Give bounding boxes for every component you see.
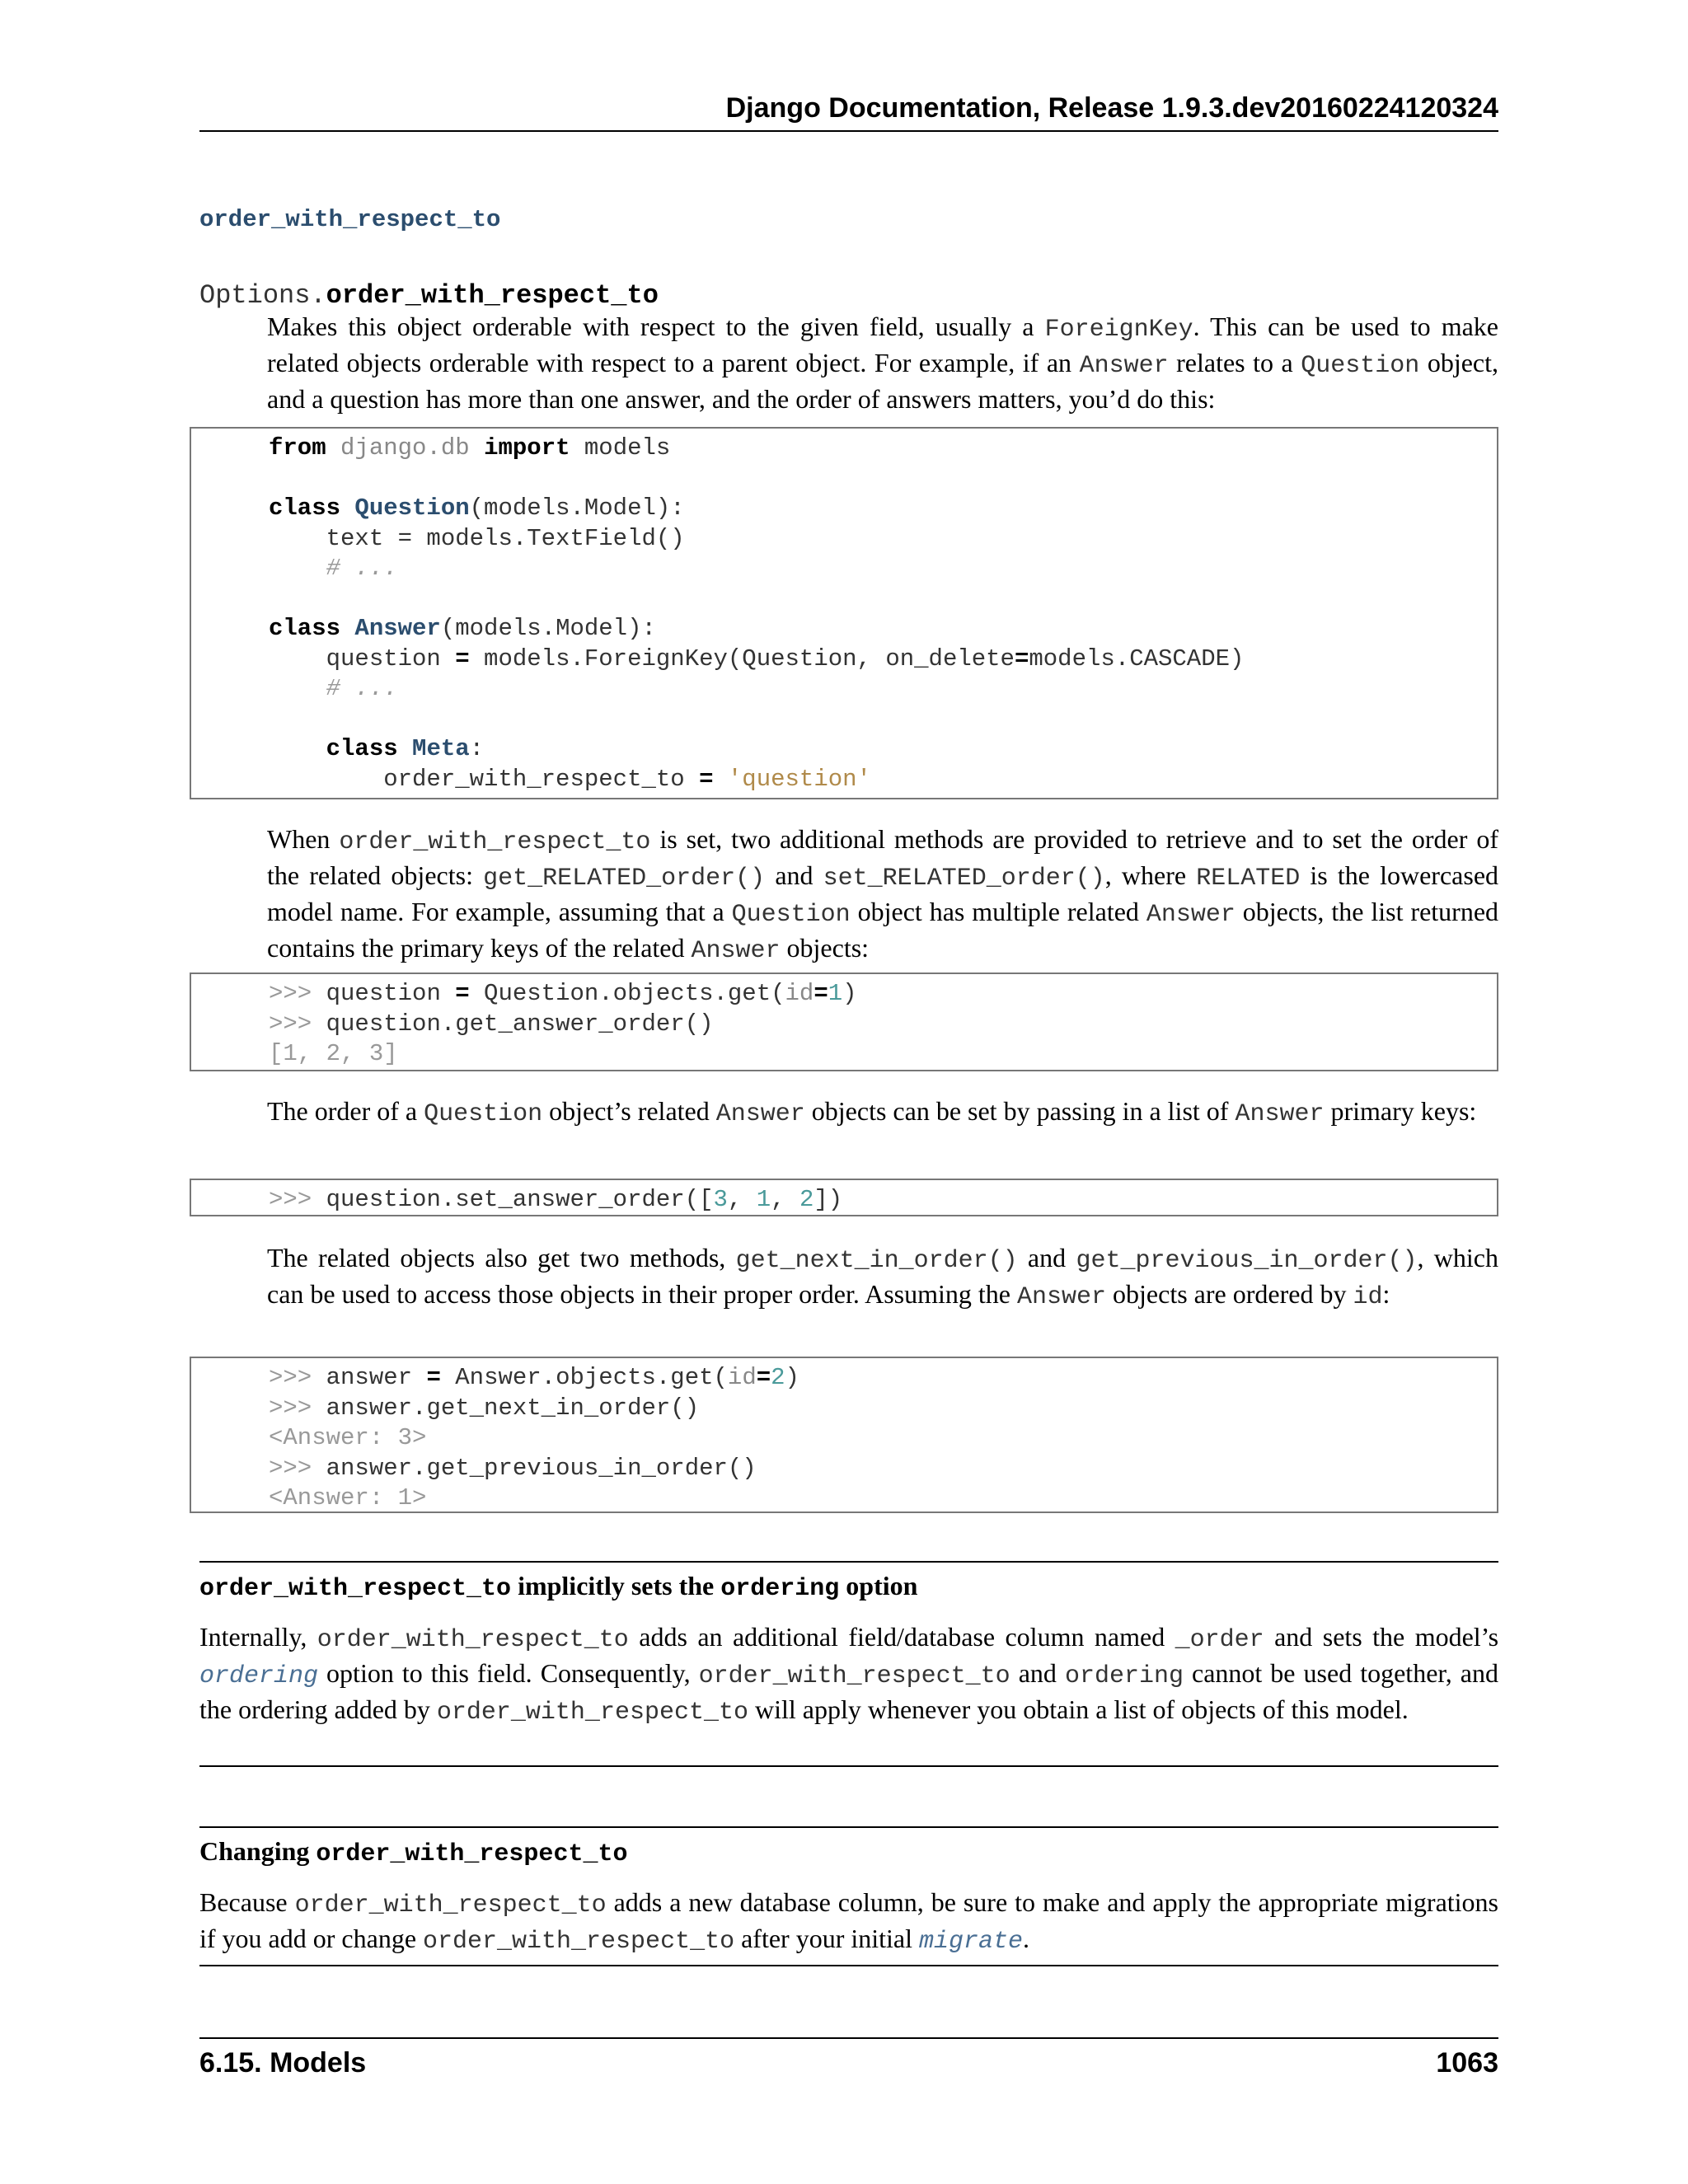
header-title: Django Documentation, Release 1.9.3.dev20160224120324 [725, 92, 1498, 124]
page-number: 1063 [1436, 2047, 1498, 2079]
code-text: : [469, 735, 485, 762]
inline-code: Answer [1146, 901, 1236, 929]
keyword-arg: id [785, 980, 814, 1007]
ordering-link[interactable]: ordering [199, 1662, 319, 1690]
text: Makes this object orderable with respect to the given field, usually a [267, 312, 1045, 341]
operator: = [455, 980, 470, 1007]
inline-code: Answer [1079, 352, 1169, 380]
prompt: >>> [269, 1454, 312, 1482]
inline-code: get_next_in_order() [735, 1247, 1018, 1275]
methods-paragraph [267, 823, 1498, 968]
note-top-rule [199, 1561, 1498, 1563]
text: The related objects also get two methods, [267, 1243, 736, 1272]
note-body [199, 1620, 1498, 1729]
inline-code: get_previous_in_order() [1076, 1247, 1418, 1275]
text: : [1382, 1279, 1390, 1309]
text: When [267, 824, 340, 854]
signature-class: Options. [199, 280, 326, 311]
note-top-rule [199, 1826, 1498, 1828]
inline-code: get_RELATED_order() [483, 865, 766, 893]
inline-code: order_with_respect_to [294, 1891, 607, 1919]
code-text: , [771, 1186, 799, 1213]
inline-code: id [1353, 1283, 1383, 1311]
code-comment: # ... [326, 555, 398, 582]
number: 2 [799, 1186, 814, 1213]
inline-code: _order [1175, 1626, 1264, 1654]
code-block-next-previous [190, 1357, 1498, 1513]
code-text: models.CASCADE) [1029, 644, 1245, 673]
text: and [1010, 1658, 1065, 1688]
operator: = [814, 980, 828, 1007]
text: objects: [780, 933, 870, 963]
section-anchor[interactable]: order_with_respect_to [199, 206, 501, 233]
operator: = [1014, 644, 1029, 673]
text: object, and a question has more than one answer, and the order of answers matters, you’d do this: [267, 348, 1499, 414]
operator: = [426, 1364, 441, 1391]
migrate-link[interactable]: migrate [919, 1928, 1024, 1956]
text: adds a new database column, be sure to make and apply the appropriate migrations if you add or change [199, 1887, 1499, 1953]
inline-code: Answer [691, 937, 781, 965]
inline-code: Question [424, 1100, 543, 1128]
code-text: answer.get_next_in_order() [312, 1394, 700, 1422]
text: option [839, 1571, 918, 1601]
signature-name: order_with_respect_to [326, 280, 659, 311]
text: will apply whenever you obtain a list of objects of this model. [748, 1694, 1409, 1724]
code-text: question [312, 980, 456, 1007]
inline-code: order_with_respect_to [339, 828, 651, 856]
note-body [199, 1886, 1498, 1958]
set-order-paragraph [267, 1094, 1498, 1131]
text: , where [1104, 860, 1197, 890]
text: relates to a [1168, 348, 1301, 377]
code-comment: # ... [326, 675, 398, 702]
inline-code: Question [1301, 352, 1420, 380]
operator: = [455, 644, 470, 673]
class-name: Answer [354, 615, 441, 642]
code-text: Question.objects.get( [469, 980, 785, 1007]
next-previous-paragraph [267, 1241, 1498, 1314]
string-literal: 'question' [727, 765, 871, 793]
inline-code: order_with_respect_to [316, 1626, 629, 1654]
text: . [1023, 1924, 1030, 1953]
text: primary keys: [1324, 1096, 1477, 1126]
text: object has multiple related [850, 897, 1146, 926]
text: option to this field. Consequently, [318, 1658, 699, 1688]
inline-code: order_with_respect_to [199, 1575, 512, 1603]
number: 1 [756, 1186, 771, 1213]
intro-paragraph [267, 310, 1498, 415]
code-text: ) [785, 1364, 799, 1391]
text: is the lowercased model name. For example, assuming that a [267, 860, 1499, 926]
operator: = [699, 765, 714, 793]
text: The order of a [267, 1096, 424, 1126]
inline-code: order_with_respect_to [698, 1662, 1010, 1690]
number: 2 [771, 1364, 785, 1391]
text: after your initial [734, 1924, 919, 1953]
code-block-set-order [190, 1179, 1498, 1216]
text: cannot be used together, and the ordering added by [199, 1658, 1499, 1724]
keyword: from [269, 434, 326, 462]
prompt: >>> [269, 980, 312, 1007]
footer-section: 6.15. Models [199, 2047, 367, 2079]
inline-code: ForeignKey [1044, 316, 1193, 344]
text: and [1017, 1243, 1076, 1272]
code-text: models [570, 434, 671, 462]
text: objects, the list returned contains the primary keys of the related [267, 897, 1499, 963]
code-text: question.set_answer_order([ [312, 1186, 714, 1213]
code-text: (models.Model): [469, 494, 685, 522]
inline-code: order_with_respect_to [423, 1928, 735, 1956]
module-name: django.db [340, 434, 470, 462]
prompt: >>> [269, 1364, 312, 1391]
text: object’s related [542, 1096, 716, 1126]
code-text: order_with_respect_to [269, 765, 700, 793]
note-bottom-rule [199, 1965, 1498, 1966]
text: objects are ordered by [1106, 1279, 1353, 1309]
keyword: import [484, 434, 570, 462]
text: and [765, 860, 823, 890]
prompt: >>> [269, 1394, 312, 1422]
keyword-arg: id [727, 1364, 757, 1391]
code-text: question [269, 644, 456, 673]
keyword: class [269, 615, 341, 642]
code-output: <Answer: 1> [269, 1484, 427, 1511]
inline-code: Answer [1016, 1283, 1107, 1311]
code-text: ) [842, 980, 857, 1007]
code-block-get-order [190, 972, 1498, 1071]
code-text: (models.Model): [440, 615, 656, 642]
code-text: models.ForeignKey(Question, on_delete [469, 644, 1015, 673]
inline-code: Answer [1235, 1100, 1325, 1128]
inline-code: set_RELATED_order() [823, 865, 1105, 893]
code-block-models [190, 427, 1498, 799]
inline-code: ordering [720, 1575, 840, 1603]
text: Because [199, 1887, 295, 1917]
code-text: text = models.TextField() [269, 524, 685, 552]
class-name: Meta [412, 735, 470, 762]
text: is set, two additional methods are provided to retrieve and to set the order of the related objects: [267, 824, 1499, 890]
inline-code: Question [731, 901, 851, 929]
prompt: >>> [269, 1010, 312, 1038]
inline-code: Answer [715, 1100, 805, 1128]
text: objects can be set by passing in a list of [804, 1096, 1236, 1126]
attribute-signature [199, 279, 659, 311]
code-text: answer.get_previous_in_order() [312, 1454, 757, 1482]
note-title [199, 1836, 627, 1868]
class-name: Question [354, 494, 470, 522]
text: Internally, [199, 1622, 317, 1652]
keyword: class [326, 735, 398, 762]
page-header [199, 89, 1498, 132]
inline-code: order_with_respect_to [436, 1699, 748, 1727]
text: , which can be used to access those objects in their proper order. Assuming the [267, 1243, 1499, 1309]
code-output: <Answer: 3> [269, 1424, 427, 1451]
inline-code: ordering [1064, 1662, 1184, 1690]
code-text: question.get_answer_order() [312, 1010, 714, 1038]
code-text: answer [312, 1364, 427, 1391]
code-text: ]) [814, 1186, 843, 1213]
text: Changing [199, 1836, 316, 1866]
keyword: class [269, 494, 341, 522]
code-output: [1, 2, 3] [269, 1040, 398, 1067]
operator: = [756, 1364, 771, 1391]
code-text: , [727, 1186, 757, 1213]
inline-code: order_with_respect_to [316, 1840, 628, 1868]
text: . This can be used to make related objects orderable with respect to a parent object. For example, if an [267, 312, 1499, 377]
text: implicitly sets the [511, 1571, 721, 1601]
code-text: Answer.objects.get( [440, 1364, 728, 1391]
text: and sets the model’s [1264, 1622, 1499, 1652]
number: 1 [828, 980, 843, 1007]
page-footer [199, 2037, 1498, 2079]
text: adds an additional field/database column named [628, 1622, 1175, 1652]
note-bottom-rule [199, 1765, 1498, 1767]
inline-code: RELATED [1196, 865, 1301, 893]
note-title [199, 1571, 917, 1603]
number: 3 [713, 1186, 728, 1213]
prompt: >>> [269, 1186, 312, 1213]
